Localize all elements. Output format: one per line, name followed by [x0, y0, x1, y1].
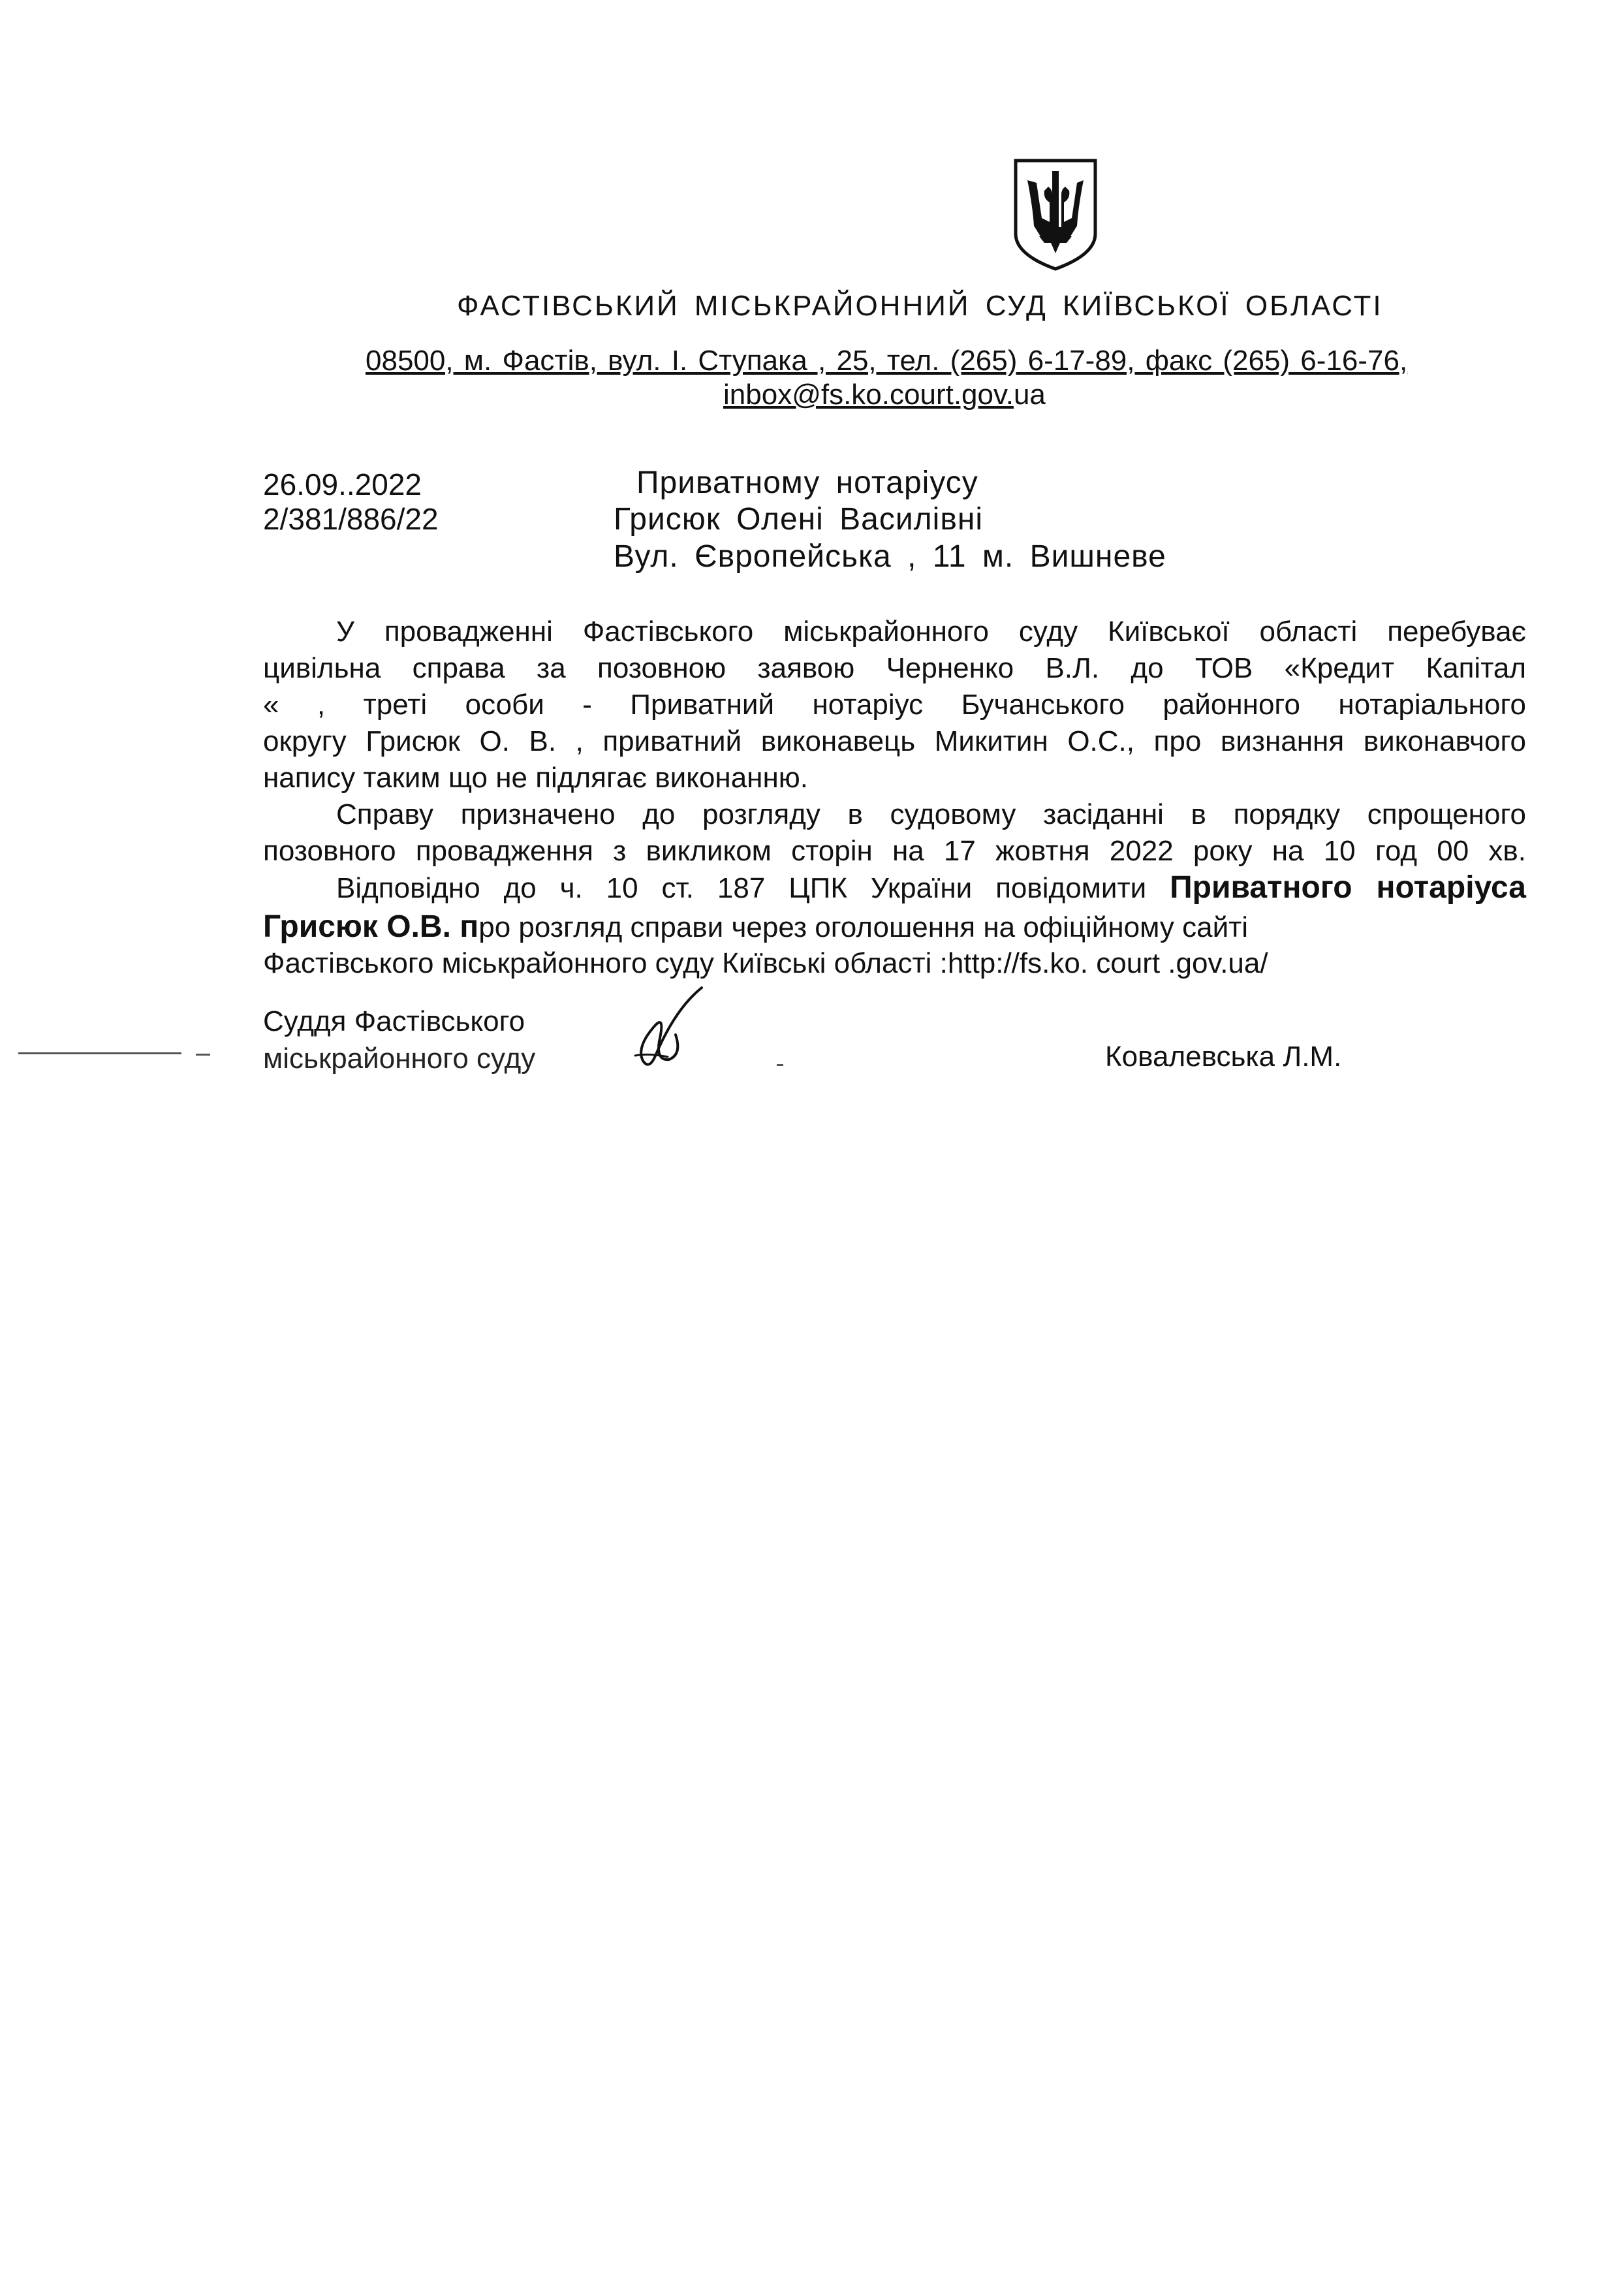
body-line: округу Грисюк О. В. , приватний виконавець Микитин О.С., про визнання виконавчого	[263, 725, 1526, 757]
court-email-suffix: ua	[1013, 379, 1046, 411]
body-text-plain: ро розгляд справи через оголошення на офіційному сайті	[478, 911, 1249, 943]
body-line: напису таким що не підлягає виконанню.	[263, 762, 808, 794]
court-address: 08500, м. Фастів, вул. І. Ступака , 25, тел. (265) 6-17-89, факс (265) 6-16-76,	[366, 345, 1408, 377]
letter-date: 26.09..2022	[263, 467, 422, 501]
body-line: У провадженні Фастівського міськрайонного суду Київської області перебуває	[336, 616, 1526, 648]
body-line: « , треті особи - Приватний нотаріус Бучанського районного нотаріального	[263, 689, 1526, 721]
body-line: Фастівського міськрайонного суду Київські області :http://fs.ko. court .gov.ua/	[263, 947, 1268, 979]
body-line: цивільна справа за позовною заявою Черненко В.Л. до ТОВ «Кредит Капітал	[263, 652, 1526, 684]
court-email	[723, 379, 1046, 411]
case-number: 2/381/886/22	[263, 502, 439, 536]
addressee-address: Вул. Європейська , 11 м. Вишневе	[614, 539, 1166, 574]
trident-emblem-icon	[1010, 157, 1101, 273]
judge-name: Ковалевська Л.М.	[1105, 1041, 1342, 1073]
judge-title-cut-off	[263, 1043, 536, 1075]
court-name: ФАСТІВСЬКИЙ МІСЬКРАЙОННИЙ СУД КИЇВСЬКОЇ ОБЛАСТІ	[457, 290, 1383, 322]
body-text-bold: Приватного нотаріуса	[1170, 870, 1527, 905]
body-line: позовного провадження з викликом сторін на 17 жовтня 2022 року на 10 год 00 хв.	[263, 835, 1526, 867]
judge-title: Суддя Фастівського	[263, 1005, 525, 1037]
body-text-bold: Грисюк О.В. п	[263, 909, 479, 944]
signature-mark	[630, 982, 708, 1074]
scan-artifact	[18, 1052, 181, 1054]
body-line	[263, 906, 1526, 945]
scan-artifact	[777, 1064, 783, 1066]
body-line: Справу призначено до розгляду в судовому засіданні в порядку спрощеного	[336, 798, 1526, 830]
court-email-link: inbox@fs.ko.court.gov.	[723, 379, 1014, 411]
judge-title-line2: міськрайонного суду	[263, 1043, 536, 1075]
body-line	[263, 870, 1526, 906]
addressee-title: Приватному нотаріусу	[636, 465, 978, 500]
body-text-plain: Відповідно до ч. 10 ст. 187 ЦПК України повідомити	[336, 872, 1170, 904]
addressee-name: Грисюк Олені Василівні	[614, 502, 984, 537]
letter-body	[263, 614, 1526, 982]
scan-artifact	[196, 1054, 210, 1056]
